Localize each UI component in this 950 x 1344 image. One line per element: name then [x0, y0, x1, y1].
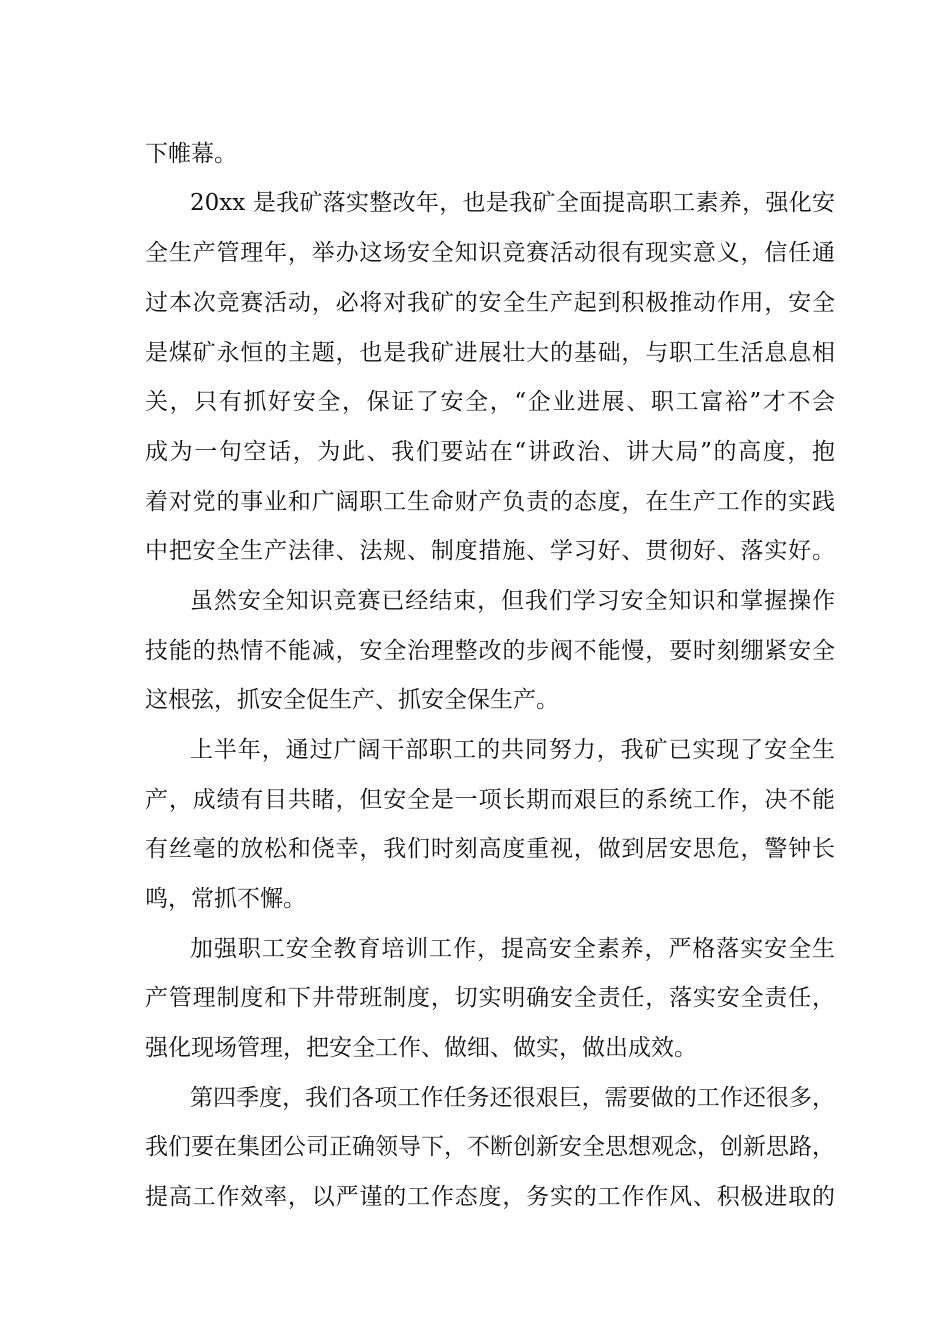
text-line: 着对党的事业和广阔职工生命财产负责的态度，在生产工作的实践: [145, 489, 835, 515]
text-line: 强化现场管理，把安全工作、做细、做实，做出成效。: [145, 1035, 697, 1061]
text-line: 鸣，常抓不懈。: [145, 886, 306, 912]
text-line: 我们要在集团公司正确领导下，不断创新安全思想观念，创新思路，: [145, 1134, 835, 1160]
text-line: 过本次竞赛活动，必将对我矿的安全生产起到积极推动作用，安全: [145, 290, 835, 316]
text-line: 成为一句空话，为此、我们要站在“讲政治、讲大局”的高度，抱: [145, 439, 835, 465]
text-line: 有丝毫的放松和侥幸，我们时刻高度重视，做到居安思危，警钟长: [145, 836, 835, 862]
text-line: 是煤矿永恒的主题，也是我矿进展壮大的基础，与职工生活息息相: [145, 340, 835, 366]
text-line: 关，只有抓好安全，保证了安全，“企业进展、职工富裕”才不会: [145, 389, 835, 415]
paragraph-first-line: 虽然安全知识竞赛已经结束，但我们学习安全知识和掌握操作: [190, 588, 835, 614]
text-line: 提高工作效率，以严谨的工作态度，务实的工作作风、积极进取的: [145, 1184, 835, 1210]
paragraph-first-line: 20xx 是我矿落实整改年，也是我矿全面提高职工素养，强化安: [190, 190, 835, 216]
text-line: 全生产管理年，举办这场安全知识竞赛活动很有现实意义，信任通: [145, 240, 835, 266]
text-line: 下帷幕。: [145, 141, 237, 167]
paragraph-first-line: 上半年，通过广阔干部职工的共同努力，我矿已实现了安全生: [190, 737, 835, 763]
text-line: 技能的热情不能减，安全治理整改的步阀不能慢，要时刻绷紧安全: [145, 638, 835, 664]
text-line: 这根弦，抓安全促生产、抓安全保生产。: [145, 687, 559, 713]
text-line: 产，成绩有目共睹，但安全是一项长期而艰巨的系统工作，决不能: [145, 787, 835, 813]
text-line: 产管理制度和下井带班制度，切实明确安全责任，落实安全责任，: [145, 985, 835, 1011]
paragraph-first-line: 加强职工安全教育培训工作，提高安全素养，严格落实安全生: [190, 936, 835, 962]
text-line: 中把安全生产法律、法规、制度措施、学习好、贯彻好、落实好。: [145, 538, 835, 564]
paragraph-first-line: 第四季度，我们各项工作任务还很艰巨，需要做的工作还很多，: [190, 1085, 835, 1111]
